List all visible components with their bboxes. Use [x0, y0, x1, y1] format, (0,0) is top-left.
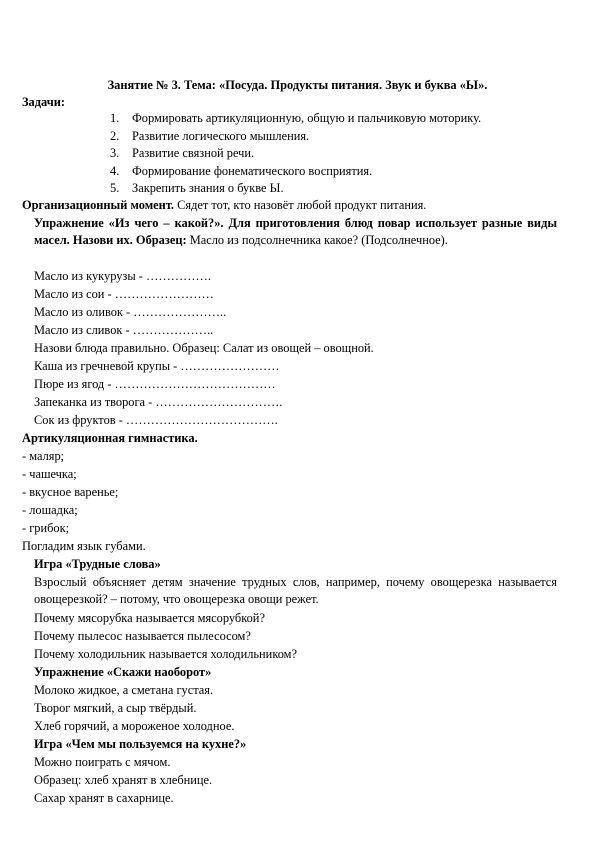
artic-item: - грибок;: [22, 521, 70, 535]
game-hard-words-label: Игра «Трудные слова»: [34, 557, 161, 571]
question-line: Почему мясорубка называется мясорубкой?: [34, 611, 265, 625]
task-item: [110, 110, 482, 128]
exercise-oils-intro: [34, 215, 557, 249]
kitchen-line: Можно поиграть с мячом.: [34, 755, 171, 769]
question-line: Почему пылесос называется пылесосом?: [34, 629, 251, 643]
opposite-line: Молоко жидкое, а сметана густая.: [34, 683, 214, 697]
task-item: [110, 180, 481, 198]
task-number: 3.: [110, 146, 120, 160]
exercise-opposite-label: Упражнение «Скажи наоборот»: [34, 665, 212, 679]
exercise-oils-example: Масло из подсолнечника какое? (Подсолнечное).: [186, 233, 448, 247]
org-moment-label: Организационный момент.: [22, 198, 175, 212]
artic-item: - чашечка;: [22, 467, 77, 481]
task-text: Формирование фонематического восприятия.: [132, 163, 373, 178]
dish-line: Запеканка из творога - ………………………….: [34, 395, 283, 409]
opposite-line: Творог мягкий, а сыр твёрдый.: [34, 701, 197, 715]
artic-item: - вкусное варенье;: [22, 485, 119, 499]
artic-item: - лошадка;: [22, 503, 78, 517]
oil-line: Масло из сои - ……………………: [34, 287, 214, 301]
task-number: 1.: [110, 111, 120, 125]
tasks-list: [110, 110, 481, 198]
game-kitchen-label: Игра «Чем мы пользуемся на кухне?»: [34, 737, 247, 751]
task-number: 4.: [110, 163, 120, 178]
oil-line: Масло из кукурузы - …………….: [34, 269, 212, 283]
artic-item: Погладим язык губами.: [22, 539, 146, 553]
task-number: 2.: [110, 128, 120, 143]
task-item: [110, 163, 481, 181]
dish-instruction: Назови блюда правильно. Образец: Салат из овощей – овощной.: [34, 341, 374, 355]
task-item: [110, 145, 481, 163]
exercise-oils-label: Упражнение «Из чего – какой?».: [34, 216, 224, 230]
task-text: Формировать артикуляционную, общую и пальчиковую моторику.: [132, 111, 482, 125]
artic-item: - маляр;: [22, 449, 65, 463]
oil-line: Масло из оливок - …………………..: [34, 305, 227, 319]
oil-line: Масло из сливок - ………………..: [34, 323, 214, 337]
exercise-oils-instruction: Для приготовления блюд повар использует разные виды масел. Назови их. Образец:: [34, 216, 558, 247]
task-text: Развитие связной речи.: [132, 146, 255, 160]
org-moment: [22, 197, 426, 214]
task-text: Развитие логического мышления.: [132, 128, 310, 143]
kitchen-line: Образец: хлеб хранят в хлебнице.: [34, 773, 213, 787]
lesson-title: Занятие № 3. Тема: «Посуда. Продукты питания. Звук и буква «Ы».: [107, 78, 488, 92]
artic-heading: Артикуляционная гимнастика.: [22, 431, 198, 445]
task-text: Закрепить знания о букве Ы.: [132, 181, 284, 195]
task-number: 5.: [110, 181, 120, 195]
game-hard-words-text: Взрослый объясняет детям значение трудных слов, например, почему овощерезка называется овощерезкой? – потому, что овощерезка овощи режет.: [34, 575, 557, 606]
kitchen-line: Сахар хранят в сахарнице.: [34, 791, 174, 805]
opposite-line: Хлеб горячий, а мороженое холодное.: [34, 719, 235, 733]
dish-line: Сок из фруктов - ……………………………….: [34, 413, 278, 427]
org-moment-text: Сядет тот, кто назовёт любой продукт питания.: [174, 198, 427, 212]
task-item: [110, 128, 481, 146]
dish-line: Каша из гречневой крупы - ……………………: [34, 359, 280, 373]
dish-line: Пюре из ягод - …………………………………: [34, 377, 276, 391]
question-line: Почему холодильник называется холодильником?: [34, 647, 298, 661]
tasks-heading: Задачи:: [22, 95, 65, 109]
